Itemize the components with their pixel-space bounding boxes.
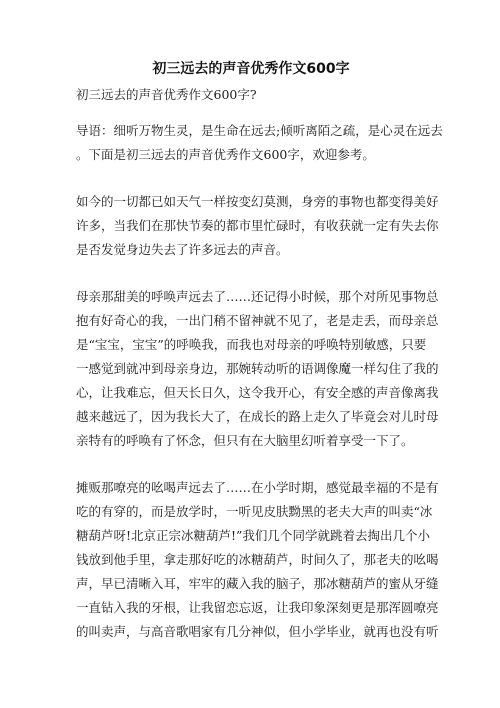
paragraph-line: 越来越远了，因为我长大了，在成长的路上走久了毕竟会对儿时母: [76, 409, 439, 424]
paragraph-line: 心，让我难忘，但天长日久，这令我开心，有安全感的声音像离我: [76, 385, 439, 400]
paragraph-line: 许多，当我们在那快节奏的都市里忙碌时，有收获就一定有失去你: [76, 218, 439, 233]
document-subtitle: 初三远去的声音优秀作文600字?: [76, 87, 257, 102]
paragraph-line: 导语：细听万物生灵，是生命在远去;倾听离陌之疏，是心灵在远去: [76, 123, 443, 138]
paragraph-line: 的叫卖声，与高音歌唱家有几分神似，但小学毕业，就再也没有听: [76, 624, 439, 639]
paragraph-line: 声，早已清晰入耳，牢牢的藏入我的脑子，那冰糖葫芦的蜜从牙缝: [76, 576, 439, 591]
document-title: 初三远去的声音优秀作文600字: [152, 61, 350, 77]
paragraph-line: 一直钻入我的牙根，让我留恋忘返，让我印象深刻更是那浑圆嘹亮: [76, 600, 439, 615]
paragraph-line: 摊贩那嘹亮的吆喝声远去了……在小学时期，感觉最幸福的不是有: [76, 480, 439, 495]
paragraph-line: 抱有好奇心的我，一出门稍不留神就不见了，老是走丢，而母亲总: [76, 313, 439, 328]
paragraph-line: 吃的有穿的，而是放学时，一听见皮肤黝黑的老夫大声的叫卖“冰: [76, 504, 433, 519]
paragraph-intro: [76, 119, 443, 167]
paragraph-line: 母亲那甜美的呼唤声远去了……还记得小时候，那个对所见事物总: [76, 289, 439, 304]
paragraph-line: 如今的一切都已如天气一样按变幻莫测，身旁的事物也都变得美好: [76, 194, 439, 209]
paragraph-line: 是否发觉身边失去了许多远去的声音。: [76, 242, 289, 257]
paragraph-1: [76, 190, 439, 262]
paragraph-line: 亲特有的呼唤有了怀念，但只有在大脑里幻听着享受一下了。: [76, 433, 414, 448]
paragraph-line: 糖葫芦呀!北京正宗冰糖葫芦!”我们几个同学就跳着去掏出几个小: [76, 528, 430, 543]
paragraph-line: 钱放到他手里，拿走那好吃的冰糖葫芦，时间久了，那老夫的吆喝: [76, 552, 439, 567]
paragraph-line: 一感觉到就冲到母亲身边，那婉转动听的语调像魔一样勾住了我的: [76, 361, 439, 376]
paragraph-2: [76, 285, 439, 453]
paragraph-line: 。下面是初三远去的声音优秀作文600字，欢迎参考。: [76, 147, 375, 162]
paragraph-3: [76, 476, 439, 644]
paragraph-line: 是“宝宝，宝宝”的呼唤我，而我也对母亲的呼唤特别敏感，只要: [76, 337, 427, 352]
